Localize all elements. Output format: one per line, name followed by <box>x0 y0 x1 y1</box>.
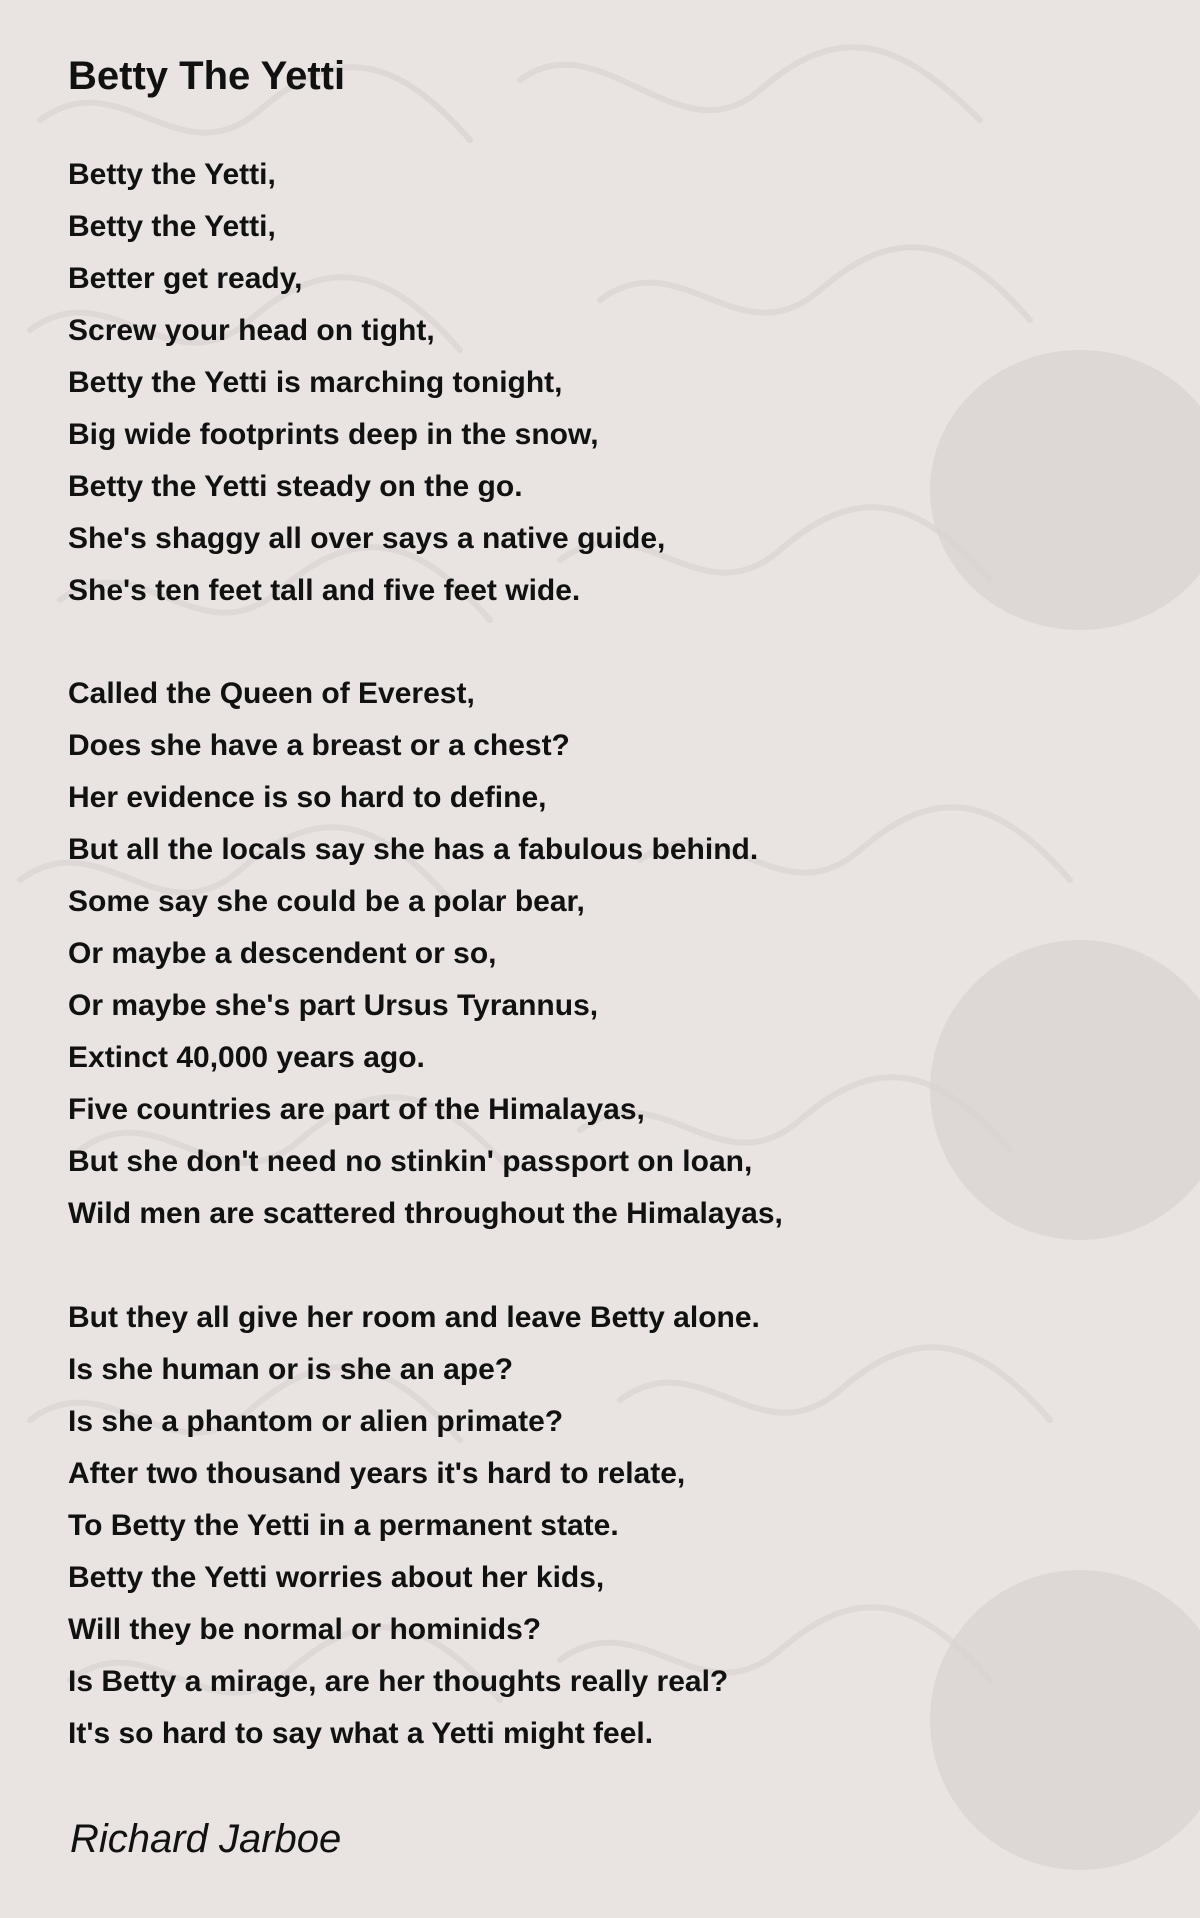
poem-line: To Betty the Yetti in a permanent state. <box>68 1509 619 1542</box>
poem-line: Or maybe she's part Ursus Tyrannus, <box>68 989 599 1022</box>
stanza-2 <box>68 668 783 1240</box>
poem-line: It's so hard to say what a Yetti might feel. <box>68 1717 654 1750</box>
poem-line: Five countries are part of the Himalayas, <box>68 1093 645 1126</box>
poem-line: Is Betty a mirage, are her thoughts really real? <box>68 1665 729 1698</box>
poem-line: She's shaggy all over says a native guide, <box>68 522 666 555</box>
poem-line: Wild men are scattered throughout the Himalayas, <box>68 1197 783 1230</box>
poem-line: Betty the Yetti, <box>68 210 276 243</box>
poem-line: Betty the Yetti is marching tonight, <box>68 366 563 399</box>
poem-line: But she don't need no stinkin' passport on loan, <box>68 1145 753 1178</box>
poem-author: Richard Jarboe <box>70 1817 342 1861</box>
poem-line: Betty the Yetti worries about her kids, <box>68 1561 605 1594</box>
poem-line: After two thousand years it's hard to relate, <box>68 1457 686 1490</box>
poem-line: Does she have a breast or a chest? <box>68 729 570 762</box>
poem-line: Betty the Yetti steady on the go. <box>68 470 523 503</box>
stanza-3 <box>68 1292 760 1760</box>
poem-line: Is she human or is she an ape? <box>68 1353 514 1386</box>
poem-line: Is she a phantom or alien primate? <box>68 1405 564 1438</box>
poem-line: Or maybe a descendent or so, <box>68 937 497 970</box>
poem-line: But all the locals say she has a fabulous behind. <box>68 833 759 866</box>
poem-line: Big wide footprints deep in the snow, <box>68 418 599 451</box>
poem-line: Her evidence is so hard to define, <box>68 781 547 814</box>
poem-line: She's ten feet tall and five feet wide. <box>68 574 581 607</box>
poem-line: Screw your head on tight, <box>68 314 435 347</box>
stanza-1 <box>68 149 665 617</box>
poem-title: Betty The Yetti <box>68 54 346 98</box>
poem-line: Some say she could be a polar bear, <box>68 885 585 918</box>
poem-line: Will they be normal or hominids? <box>68 1613 542 1646</box>
poem-line: But they all give her room and leave Betty alone. <box>68 1301 760 1334</box>
poem-line: Extinct 40,000 years ago. <box>68 1041 425 1074</box>
poem-line: Betty the Yetti, <box>68 158 276 191</box>
poem-line: Better get ready, <box>68 262 303 295</box>
poem-line: Called the Queen of Everest, <box>68 677 475 710</box>
